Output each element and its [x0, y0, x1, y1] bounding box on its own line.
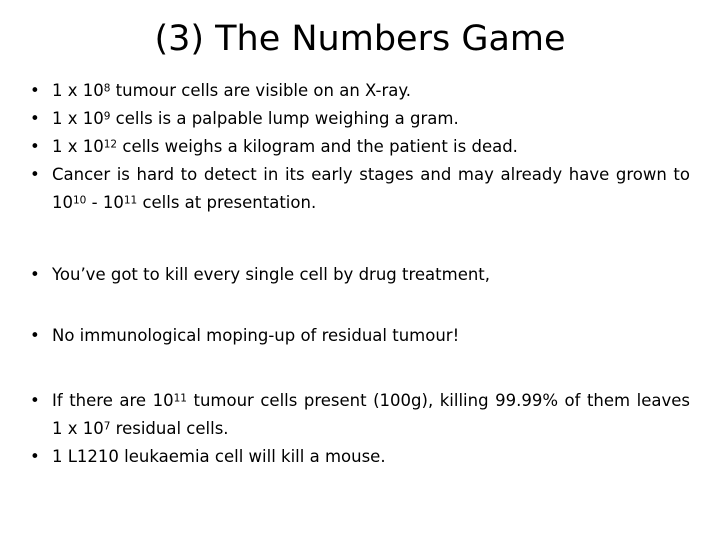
bullet-group-residual-cells [30, 387, 690, 471]
bullet-text: 1 L1210 leukaemia cell will kill a mouse. [52, 447, 386, 466]
bullet-item [30, 443, 690, 471]
bullet-marker: • [30, 447, 40, 466]
bullet-text: If there are $10^{11}$ tumour cells present (100g), killing 99.99% of them leaves 1 x $10^7$ residual cells. [52, 391, 690, 438]
bullet-item [30, 387, 690, 443]
bullet-text: 1 x $10^8$ tumour cells are visible on an X-ray. [52, 81, 412, 100]
bullet-group-immunological [30, 322, 690, 350]
bullet-item [30, 261, 690, 289]
bullet-item [30, 322, 690, 350]
bullet-text: 1 x $10^9$ cells is a palpable lump weighing a gram. [52, 109, 459, 128]
bullet-marker: • [30, 326, 40, 345]
bullet-marker: • [30, 391, 40, 410]
bullet-marker: • [30, 265, 40, 284]
bullet-item [30, 133, 690, 161]
bullet-text: Cancer is hard to detect in its early stages and may already have grown to $10^{10} - 10^{11}$ cells at presentation. [52, 165, 690, 212]
bullet-item [30, 77, 690, 105]
bullet-item [30, 105, 690, 133]
bullet-group-numbers [30, 77, 690, 217]
slide-title: (3) The Numbers Game [154, 19, 566, 59]
bullet-marker: • [30, 165, 40, 184]
bullet-text: No immunological moping-up of residual tumour! [52, 326, 460, 345]
bullet-marker: • [30, 81, 40, 100]
bullet-marker: • [30, 109, 40, 128]
bullet-group-drug-treatment [30, 261, 690, 289]
bullet-text: You’ve got to kill every single cell by drug treatment, [52, 265, 491, 284]
bullet-marker: • [30, 137, 40, 156]
bullet-text: 1 x $10^{12}$ cells weighs a kilogram and the patient is dead. [52, 137, 518, 156]
bullet-item [30, 161, 690, 217]
